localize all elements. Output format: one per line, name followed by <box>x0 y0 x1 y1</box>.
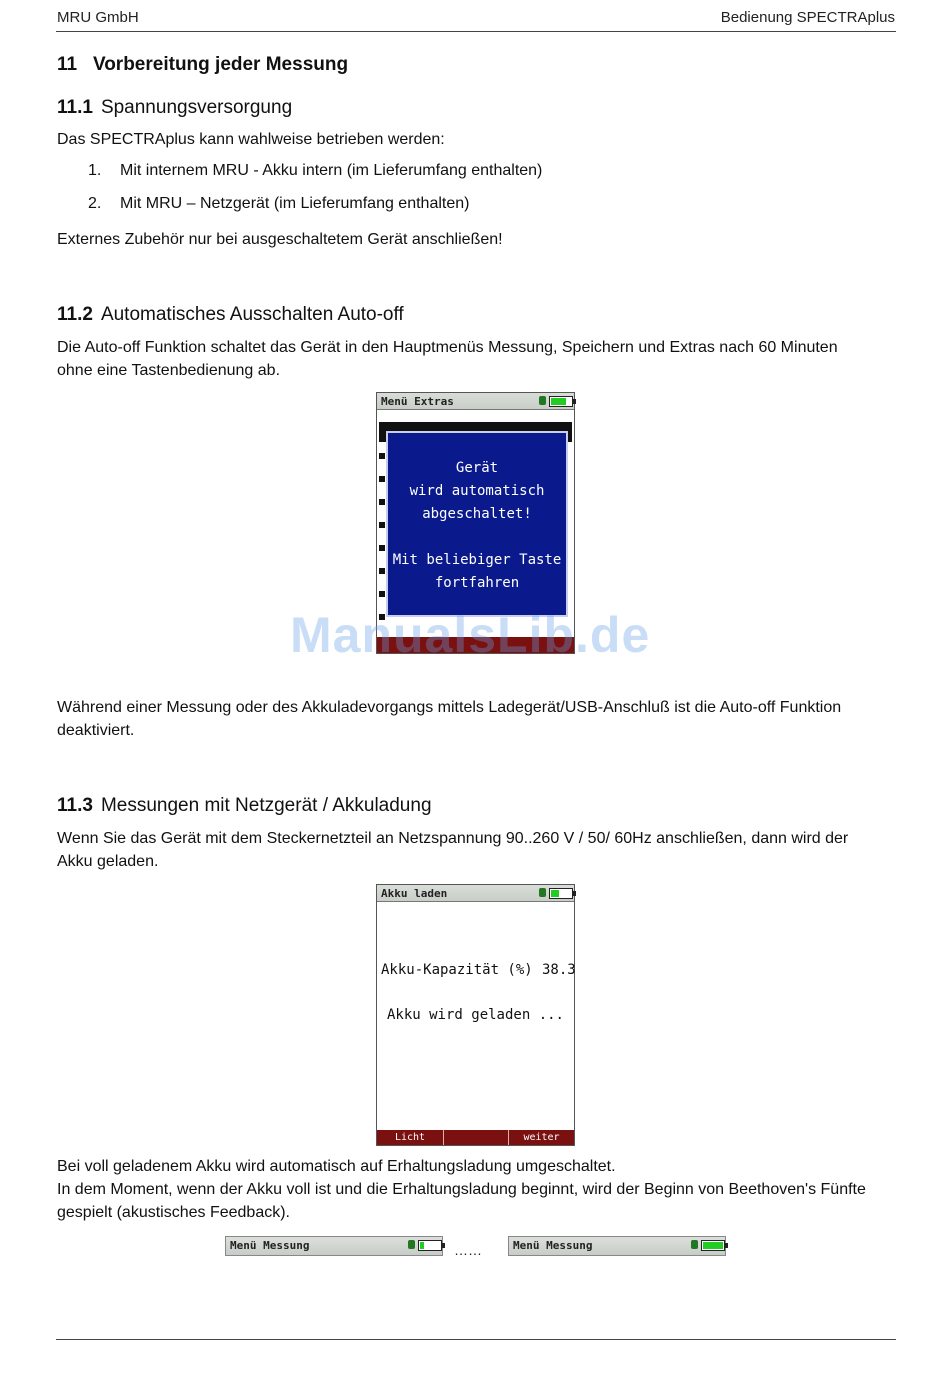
header-doc-title: Bedienung SPECTRAplus <box>720 9 895 26</box>
battery-icon <box>549 888 573 899</box>
paragraph: Das SPECTRAplus kann wahlweise betrieben werden: <box>57 131 445 148</box>
dialog-line: Gerät <box>455 460 499 476</box>
section-11-2-heading <box>57 304 404 326</box>
battery-icon <box>549 396 573 407</box>
section-number: 11.3 <box>57 795 93 816</box>
section-11-3-heading <box>57 795 432 817</box>
battery-level-fill <box>703 1242 723 1249</box>
paragraph-line: Akku geladen. <box>57 853 159 870</box>
battery-level-fill <box>420 1242 424 1249</box>
paragraph-line: ohne eine Tastenbedienung ab. <box>57 362 281 379</box>
list-text: Mit MRU – Netzgerät (im Lieferumfang enthalten) <box>120 195 470 212</box>
header-rule <box>56 31 896 32</box>
title-strip-before <box>225 1236 443 1256</box>
charging-status: Akku wird geladen ... <box>386 1007 564 1023</box>
paragraph-line: Wenn Sie das Gerät mit dem Steckernetzteil an Netzspannung 90..260 V / 50/ 60Hz anschließen, dann wird der <box>57 830 849 847</box>
plug-icon <box>408 1240 415 1249</box>
capacity-label: Akku-Kapazität (%) <box>381 962 533 978</box>
header-company: MRU GmbH <box>57 9 139 26</box>
softkey-light[interactable]: Licht <box>394 1132 426 1143</box>
screen-title-bar <box>377 885 574 902</box>
dialog-line: abgeschaltet! <box>422 506 532 522</box>
softkey-next[interactable]: weiter <box>523 1132 560 1143</box>
watermark: ManualsLib.de <box>290 607 651 663</box>
softkey-bar <box>377 1130 574 1145</box>
paragraph-line: deaktiviert. <box>57 722 135 739</box>
screen-title: Akku laden <box>381 887 448 900</box>
auto-off-dialog[interactable] <box>386 431 568 617</box>
section-title: Automatisches Ausschalten Auto-off <box>100 304 404 325</box>
list-text: Mit internem MRU - Akku intern (im Lieferumfang enthalten) <box>120 162 543 179</box>
plug-icon <box>539 888 546 897</box>
strip-title: Menü Messung <box>230 1239 310 1252</box>
battery-icon <box>701 1240 725 1251</box>
dialog-line: wird automatisch <box>409 483 545 499</box>
screen-title-bar <box>377 393 574 410</box>
section-number: 11 <box>57 54 78 75</box>
battery-icon <box>418 1240 442 1251</box>
dialog-line: fortfahren <box>434 575 520 591</box>
plug-icon <box>691 1240 698 1249</box>
section-title: Spannungsversorgung <box>100 97 293 118</box>
list-item <box>88 195 469 213</box>
section-number: 11.2 <box>57 304 93 325</box>
paragraph-line: In dem Moment, wenn der Akku voll ist und die Erhaltungsladung beginnt, wird der Beginn von Beethoven's Fünfte <box>57 1181 866 1198</box>
plug-icon <box>539 396 546 405</box>
paragraph-line: Während einer Messung oder des Akkuladevorgangs mittels Ladegerät/USB-Anschluß ist die Auto-off Funktion <box>57 699 842 716</box>
section-title: Vorbereitung jeder Messung <box>92 54 349 75</box>
device-screen-charging <box>376 884 575 1146</box>
dialog-line: Mit beliebiger Taste <box>392 552 562 568</box>
section-11-1-heading <box>57 97 292 119</box>
strip-title: Menü Messung <box>513 1239 593 1252</box>
section-title: Messungen mit Netzgerät / Akkuladung <box>100 795 432 816</box>
paragraph-line: Die Auto-off Funktion schaltet das Gerät in den Hauptmenüs Messung, Speichern und Extras nach 60 Minuten <box>57 339 838 356</box>
section-11-heading <box>57 54 348 76</box>
dialog-line <box>388 526 566 549</box>
paragraph: Externes Zubehör nur bei ausgeschaltetem Gerät anschließen! <box>57 231 503 248</box>
list-number: 1. <box>88 162 102 179</box>
capacity-value: 38.3 <box>542 962 576 978</box>
footer-rule <box>56 1339 896 1340</box>
softkey-empty[interactable] <box>444 1130 508 1145</box>
menu-items-obscured <box>379 445 385 625</box>
paragraph-line: gespielt (akustisches Feedback). <box>57 1204 290 1221</box>
title-strip-after <box>508 1236 726 1256</box>
section-number: 11.1 <box>57 97 93 118</box>
screen-title: Menü Extras <box>381 395 454 408</box>
ellipsis: …… <box>454 1242 482 1258</box>
paragraph-line: Bei voll geladenem Akku wird automatisch auf Erhaltungsladung umgeschaltet. <box>57 1158 616 1175</box>
list-number: 2. <box>88 195 102 212</box>
list-item <box>88 162 542 180</box>
